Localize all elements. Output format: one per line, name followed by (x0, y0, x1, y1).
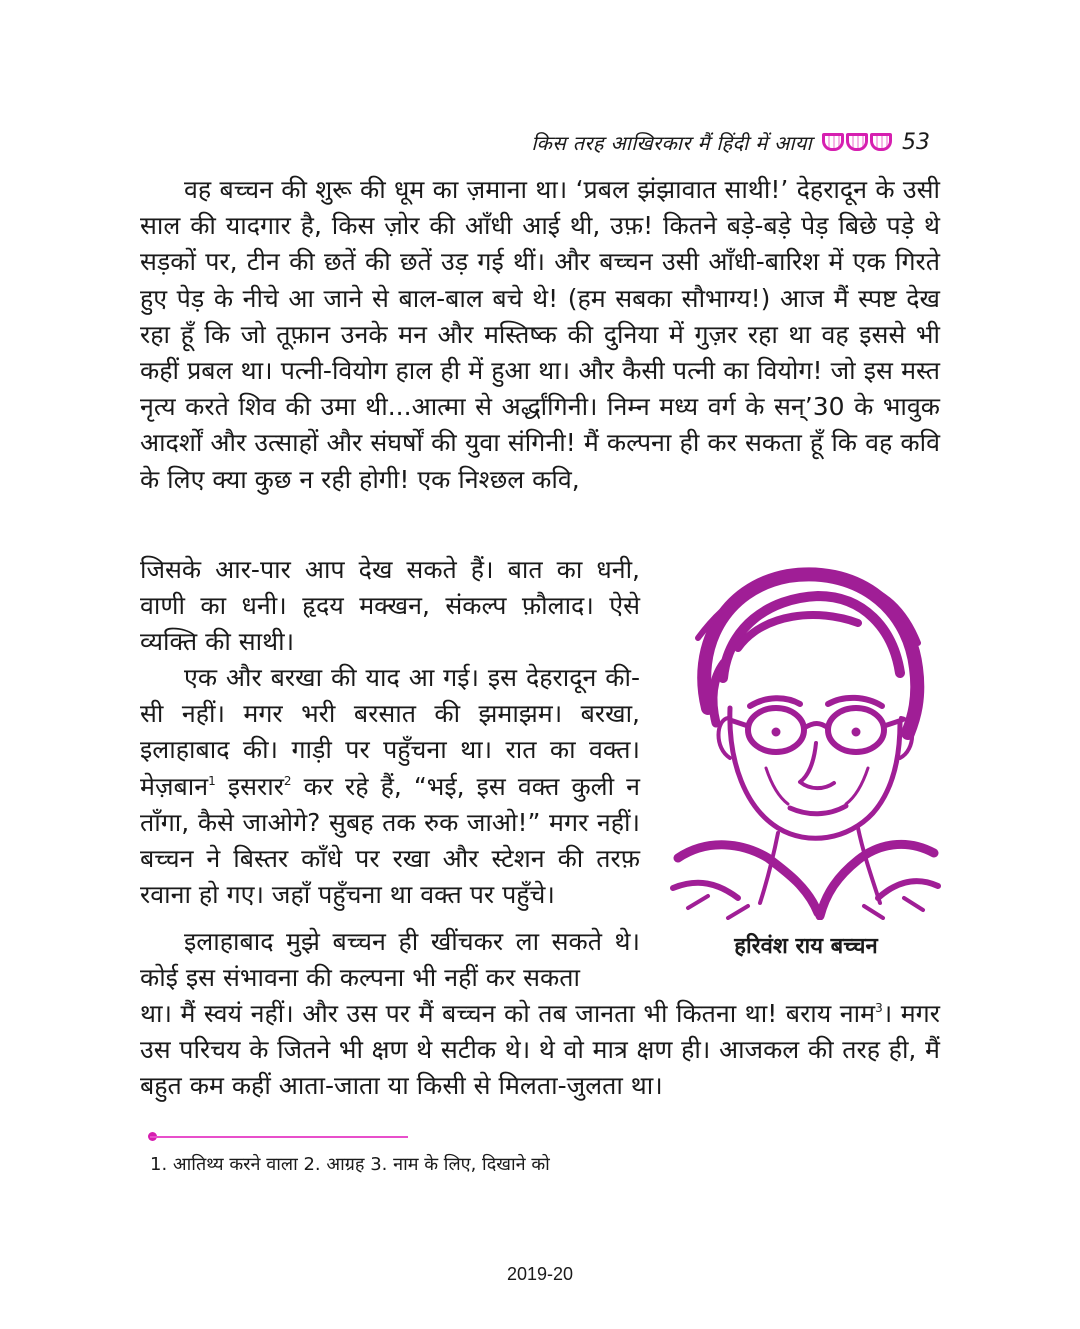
page-number: 53 (902, 129, 930, 155)
portrait-illustration (668, 558, 944, 920)
footnote-ref-3: 3 (875, 1001, 883, 1015)
paragraph-1-continued: जिसके आर-पार आप देख सकते हैं। बात का धनी, वाणी का धनी। हृदय मक्खन, संकल्प फ़ौलाद। ऐसे व्यक्ति की साथी। (140, 555, 640, 657)
paragraph-2-text-b: इसरार (215, 771, 284, 801)
paragraph-3-text-c: । मगर उस परिचय के जितने भी क्षण थे सटीक थे। थे वो मात्र क्षण ही। आजकल की तरह ही, मैं बहुत कम कहीं आता-जाता या किसी से मिलता-जुलता था। (140, 999, 940, 1101)
paragraph-2 (140, 660, 640, 913)
decorative-ornament-icon (822, 133, 892, 151)
portrait-caption: हरिवंश राय बच्चन (734, 934, 878, 959)
paragraph-3-end (140, 996, 940, 1105)
chapter-title: किस तरह आखिरकार मैं हिंदी में आया (531, 130, 812, 155)
running-header (150, 122, 930, 162)
paragraph-3-text-b: था। मैं स्वयं नहीं। और उस पर मैं बच्चन को तब जानता भी कितना था! बराय नाम (140, 999, 876, 1028)
footnote-text: 1. आतिथ्य करने वाला 2. आग्रह 3. नाम के लिए, दिखाने को (150, 1154, 550, 1175)
paragraph-1: वह बच्चन की शुरू की धूम का ज़माना था। ‘प्रबल झंझावात साथी!’ देहरादून के उसी साल की यादगार है, किस ज़ोर की आँधी आई थी, उफ़! कितने बड़े-बड़े पेड़ बिछे पड़े थे सड़कों पर, टीन की छतें की छतें उड़ गई थीं। और बच्चन उसी आँधी-बारिश में एक गिरते हुए पेड़ के नीचे आ जाने से बाल-बाल बचे थे! (हम सबका सौभाग्य!) आज मैं स्पष्ट देख रहा हूँ कि जो तूफ़ान उनके मन और मस्तिष्क की दुनिया में गुज़र रहा था वह इससे भी कहीं प्रबल था। पत्नी-वियोग हाल ही में हुआ था। और कैसी पत्नी का वियोग! जो इस मस्त नृत्य करते शिव की उमा थी...आत्मा से अर्द्धांगिनी। निम्न मध्य वर्ग के सन्’30 के भावुक आदर्शों और उत्साहों और संघर्षों की युवा संगिनी! मैं कल्पना ही कर सकता हूँ कि वह कवि के लिए क्या कुछ न रही होगी! एक निश्छल कवि, (140, 175, 940, 494)
footnote-divider (150, 1136, 408, 1138)
paragraph-2-text-c: कर रहे हैं, “भई, इस वक्त कुली न ताँगा, कैसे जाओगे? सुबह तक रुक जाओ!” मगर नहीं। बच्चन ने बिस्तर काँधे पर रखा और स्टेशन की तरफ़ रवाना हो गए। जहाँ पहुँचना था वक्त पर पहुँचे। (140, 771, 640, 910)
footnote-ref-2: 2 (283, 773, 292, 788)
paragraph-2-text-a: एक और बरखा की याद आ गई। इस देहरादून की-सी नहीं। मगर भरी बरसात की झमाझम। बरखा, इलाहाबाद की। गाड़ी पर पहुँचना था। रात का वक्त। मेज़बान (140, 663, 640, 801)
paragraph-3-start: इलाहाबाद मुझे बच्चन ही खींचकर ला सकते थे। कोई इस संभावना की कल्पना भी नहीं कर सकता (140, 927, 640, 993)
footnote-ref-1: 1 (208, 773, 216, 788)
edition-year: 2019-20 (506, 1264, 574, 1284)
